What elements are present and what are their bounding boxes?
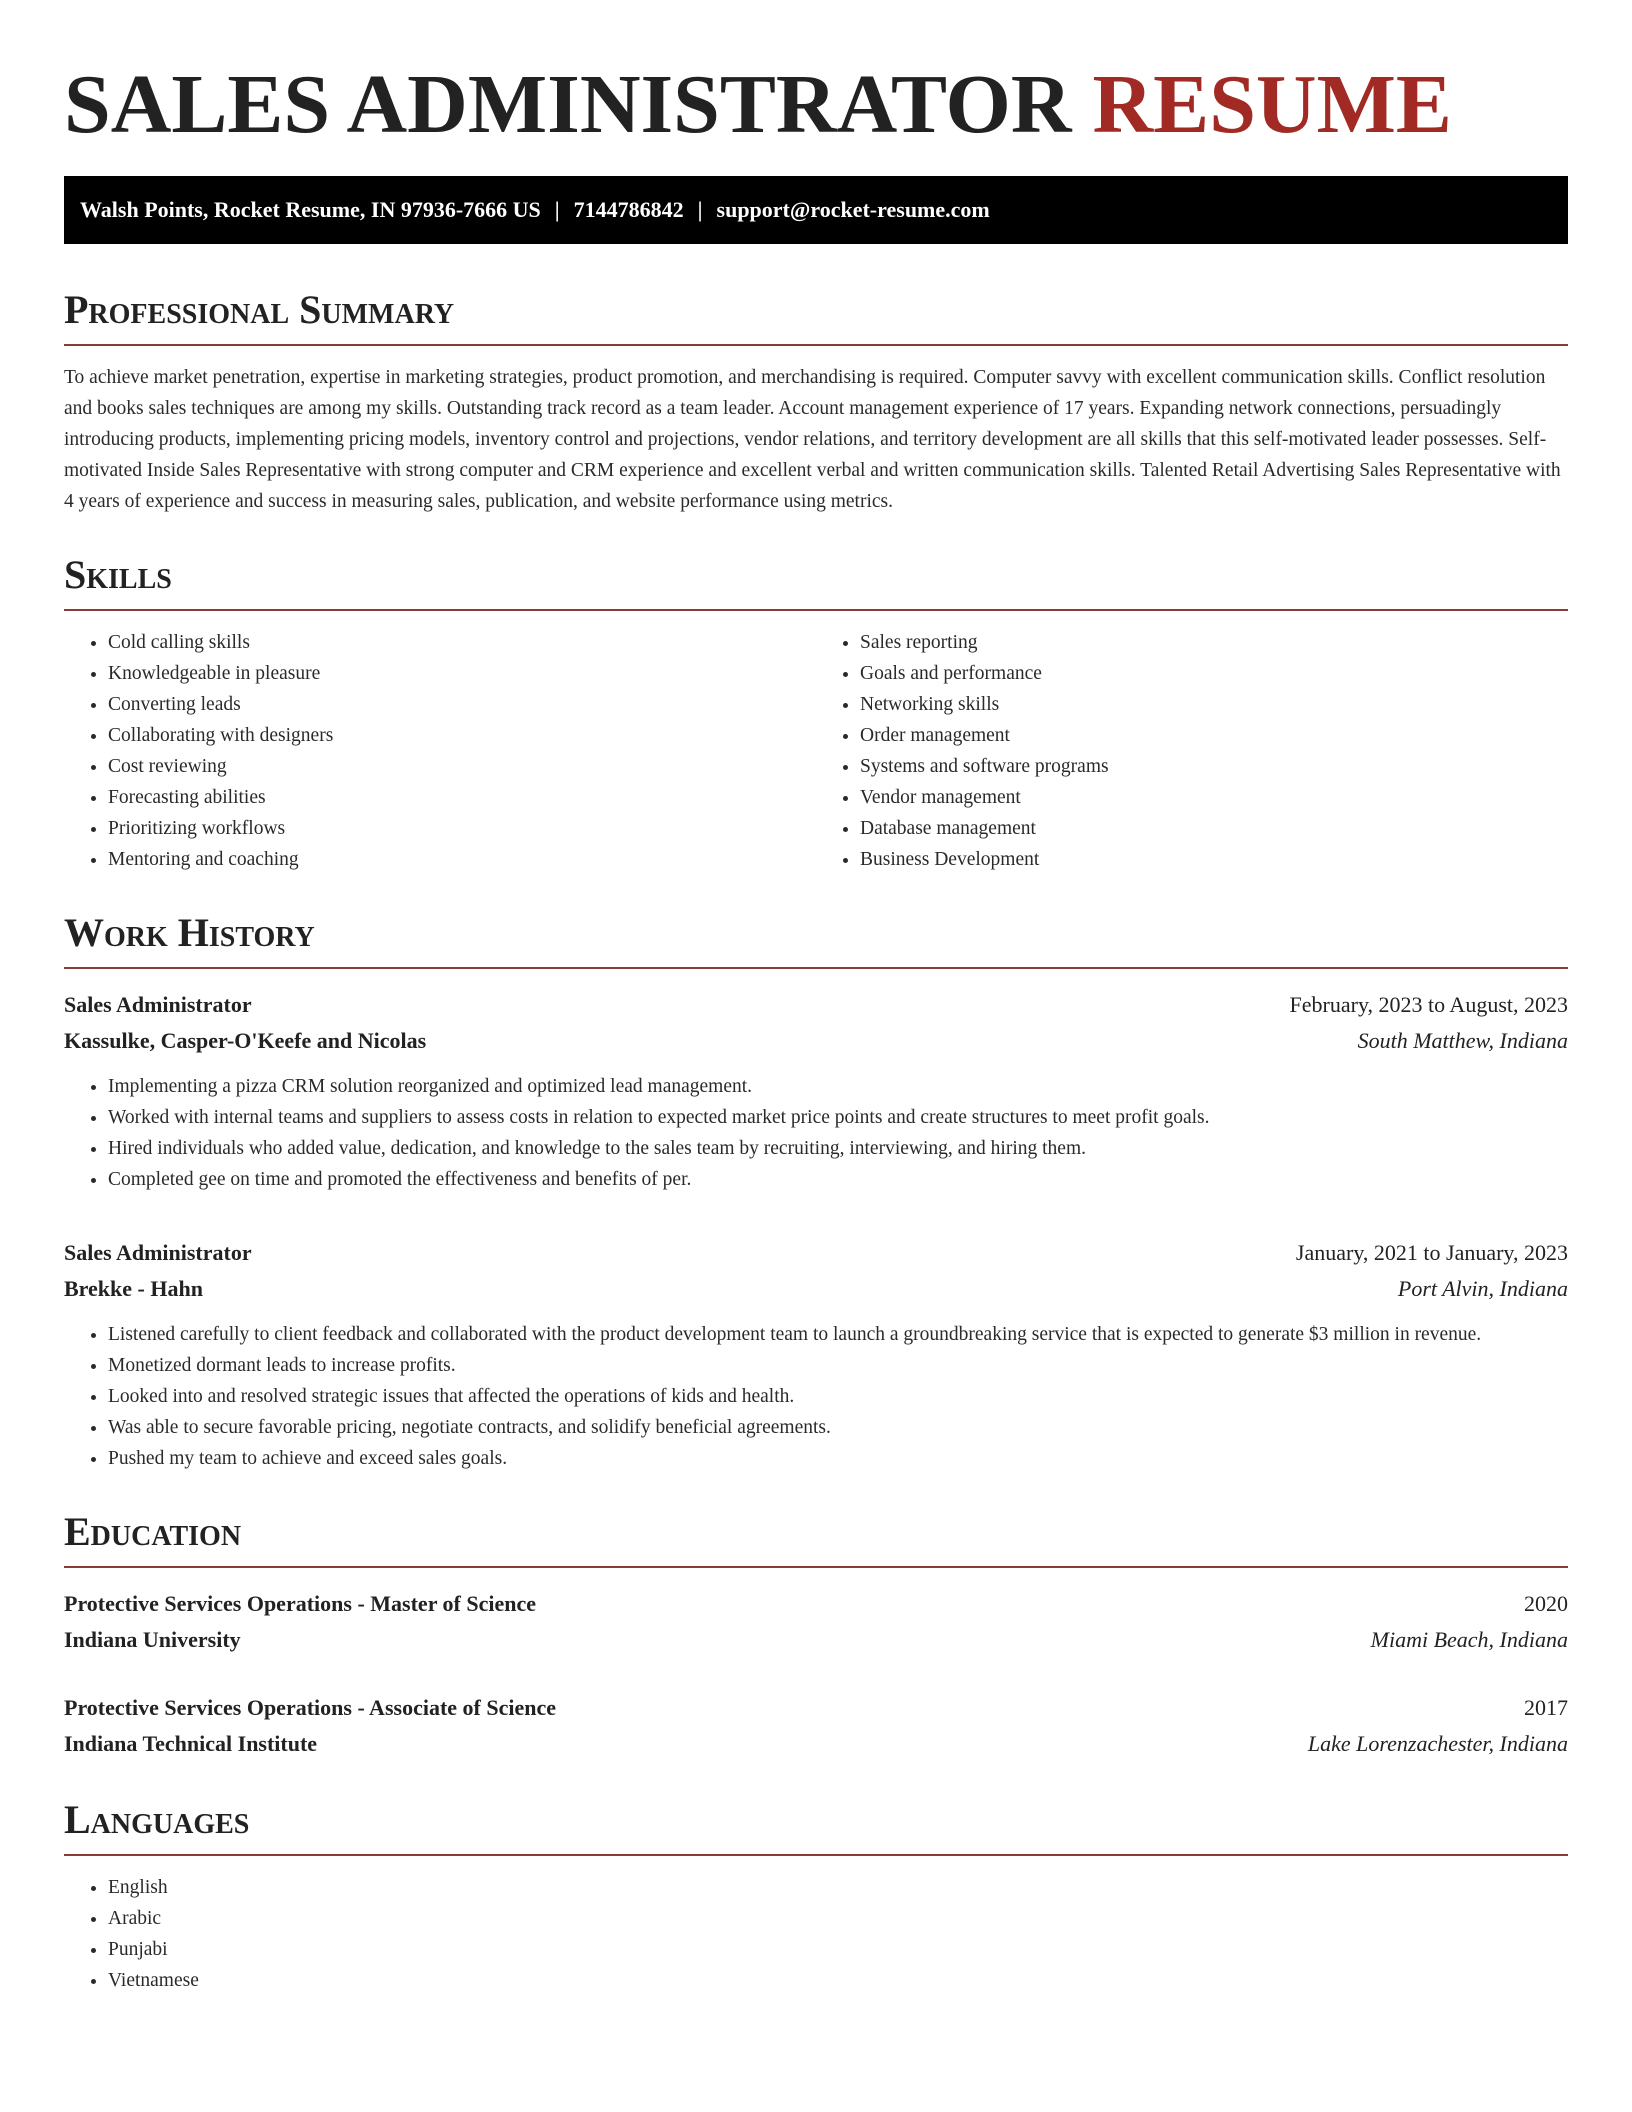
- job-company: Brekke - Hahn: [64, 1276, 203, 1301]
- title-main: SALES ADMINISTRATOR: [64, 58, 1072, 151]
- work-history-heading: Work History: [64, 909, 1568, 969]
- education-school-row: [64, 1622, 1568, 1658]
- education-section: [64, 1508, 1568, 1762]
- language-item: • Arabic: [108, 1903, 1568, 1934]
- job-bullet: • Hired individuals who added value, dedication, and knowledge to the sales team by recruiting, interviewing, and hiring them.: [108, 1133, 1568, 1164]
- skill-item: • Systems and software programs: [860, 751, 1568, 782]
- job-bullet: • Listened carefully to client feedback and collaborated with the product development team to launch a groundbreaking service that is expected to generate $3 million in revenue.: [108, 1319, 1568, 1350]
- job-bullets: [64, 1319, 1568, 1474]
- job-location: South Matthew, Indiana: [1357, 1028, 1568, 1053]
- education-year: 2017: [1524, 1695, 1568, 1720]
- job-dates: January, 2021 to January, 2023: [1295, 1240, 1568, 1265]
- job-entry: [64, 1235, 1568, 1474]
- job-company-row: [64, 1023, 1568, 1059]
- education-entry: [64, 1586, 1568, 1658]
- languages-heading: Languages: [64, 1796, 1568, 1856]
- job-location: Port Alvin, Indiana: [1397, 1276, 1568, 1301]
- education-school: Indiana University: [64, 1627, 241, 1652]
- skill-item: • Order management: [860, 720, 1568, 751]
- skill-item: • Networking skills: [860, 689, 1568, 720]
- education-heading: Education: [64, 1508, 1568, 1568]
- job-dates: February, 2023 to August, 2023: [1289, 992, 1568, 1017]
- skill-item: • Database management: [860, 813, 1568, 844]
- contact-separator: |: [697, 197, 703, 222]
- summary-text: To achieve market penetration, expertise in marketing strategies, product promotion, and merchandising is required. Computer savvy with excellent communication skills. Conflict resolution and books sales techniques are among my skills. Outstanding track record as a team leader. Account management experience of 17 years. Expanding network connections, persuadingly introducing products, implementing pricing models, inventory control and projections, vendor relations, and territory development are all skills that this self-motivated leader possesses. Self-motivated Inside Sales Representative with strong computer and CRM experience and excellent verbal and written communication skills. Talented Retail Advertising Sales Representative with 4 years of experience and success in measuring sales, publication, and website performance using metrics.: [64, 367, 1561, 512]
- skill-item: • Converting leads: [108, 689, 816, 720]
- job-bullet: • Monetized dormant leads to increase profits.: [108, 1350, 1568, 1381]
- job-bullet: • Worked with internal teams and suppliers to assess costs in relation to expected market price points and create structures to meet profit goals.: [108, 1102, 1568, 1133]
- summary-heading: Professional Summary: [64, 286, 1568, 346]
- skill-item: • Cost reviewing: [108, 751, 816, 782]
- job-bullet: • Was able to secure favorable pricing, negotiate contracts, and solidify beneficial agreements.: [108, 1412, 1568, 1443]
- skills-section: [64, 551, 1568, 875]
- education-degree-row: [64, 1586, 1568, 1622]
- language-item: • English: [108, 1872, 1568, 1903]
- education-degree: Protective Services Operations - Associate of Science: [64, 1695, 557, 1720]
- skills-heading: Skills: [64, 551, 1568, 611]
- contact-email[interactable]: support@rocket-resume.com: [716, 197, 990, 222]
- languages-list: [64, 1872, 1568, 1996]
- skill-item: • Sales reporting: [860, 627, 1568, 658]
- skill-item: • Collaborating with designers: [108, 720, 816, 751]
- summary-section: [64, 286, 1568, 517]
- skill-item: • Mentoring and coaching: [108, 844, 816, 875]
- skills-list-right: [816, 627, 1568, 875]
- skill-item: • Vendor management: [860, 782, 1568, 813]
- skills-list-left: [64, 627, 816, 875]
- contact-address: Walsh Points, Rocket Resume, IN 97936-7666 US: [80, 197, 541, 222]
- education-degree-row: [64, 1690, 1568, 1726]
- job-title: Sales Administrator: [64, 1240, 252, 1265]
- skill-item: • Knowledgeable in pleasure: [108, 658, 816, 689]
- resume-title: [64, 0, 1568, 152]
- education-location: Miami Beach, Indiana: [1370, 1627, 1568, 1652]
- languages-section: [64, 1796, 1568, 1996]
- job-company-row: [64, 1271, 1568, 1307]
- education-school-row: [64, 1726, 1568, 1762]
- work-history-section: [64, 909, 1568, 1474]
- job-header-row: [64, 1235, 1568, 1271]
- job-entry: [64, 987, 1568, 1195]
- job-bullet: • Implementing a pizza CRM solution reorganized and optimized lead management.: [108, 1071, 1568, 1102]
- contact-phone: 7144786842: [573, 197, 684, 222]
- job-header-row: [64, 987, 1568, 1023]
- job-company: Kassulke, Casper-O'Keefe and Nicolas: [64, 1028, 427, 1053]
- skill-item: • Business Development: [860, 844, 1568, 875]
- job-bullet: • Looked into and resolved strategic issues that affected the operations of kids and health.: [108, 1381, 1568, 1412]
- resume-page: [64, 0, 1568, 1996]
- language-item: • Punjabi: [108, 1934, 1568, 1965]
- education-location: Lake Lorenzachester, Indiana: [1307, 1731, 1568, 1756]
- job-bullets: [64, 1071, 1568, 1195]
- education-entry: [64, 1690, 1568, 1762]
- education-degree: Protective Services Operations - Master of Science: [64, 1591, 537, 1616]
- contact-bar: [64, 176, 1568, 244]
- skills-grid: [64, 627, 1568, 875]
- skill-item: • Forecasting abilities: [108, 782, 816, 813]
- skill-item: • Goals and performance: [860, 658, 1568, 689]
- contact-separator: |: [554, 197, 560, 222]
- job-bullet: • Completed gee on time and promoted the effectiveness and benefits of per.: [108, 1164, 1568, 1195]
- skill-item: • Prioritizing workflows: [108, 813, 816, 844]
- title-accent: RESUME: [1092, 58, 1452, 151]
- job-title: Sales Administrator: [64, 992, 252, 1017]
- education-year: 2020: [1524, 1591, 1568, 1616]
- job-bullet: • Pushed my team to achieve and exceed sales goals.: [108, 1443, 1568, 1474]
- skill-item: • Cold calling skills: [108, 627, 816, 658]
- language-item: • Vietnamese: [108, 1965, 1568, 1996]
- education-school: Indiana Technical Institute: [64, 1731, 318, 1756]
